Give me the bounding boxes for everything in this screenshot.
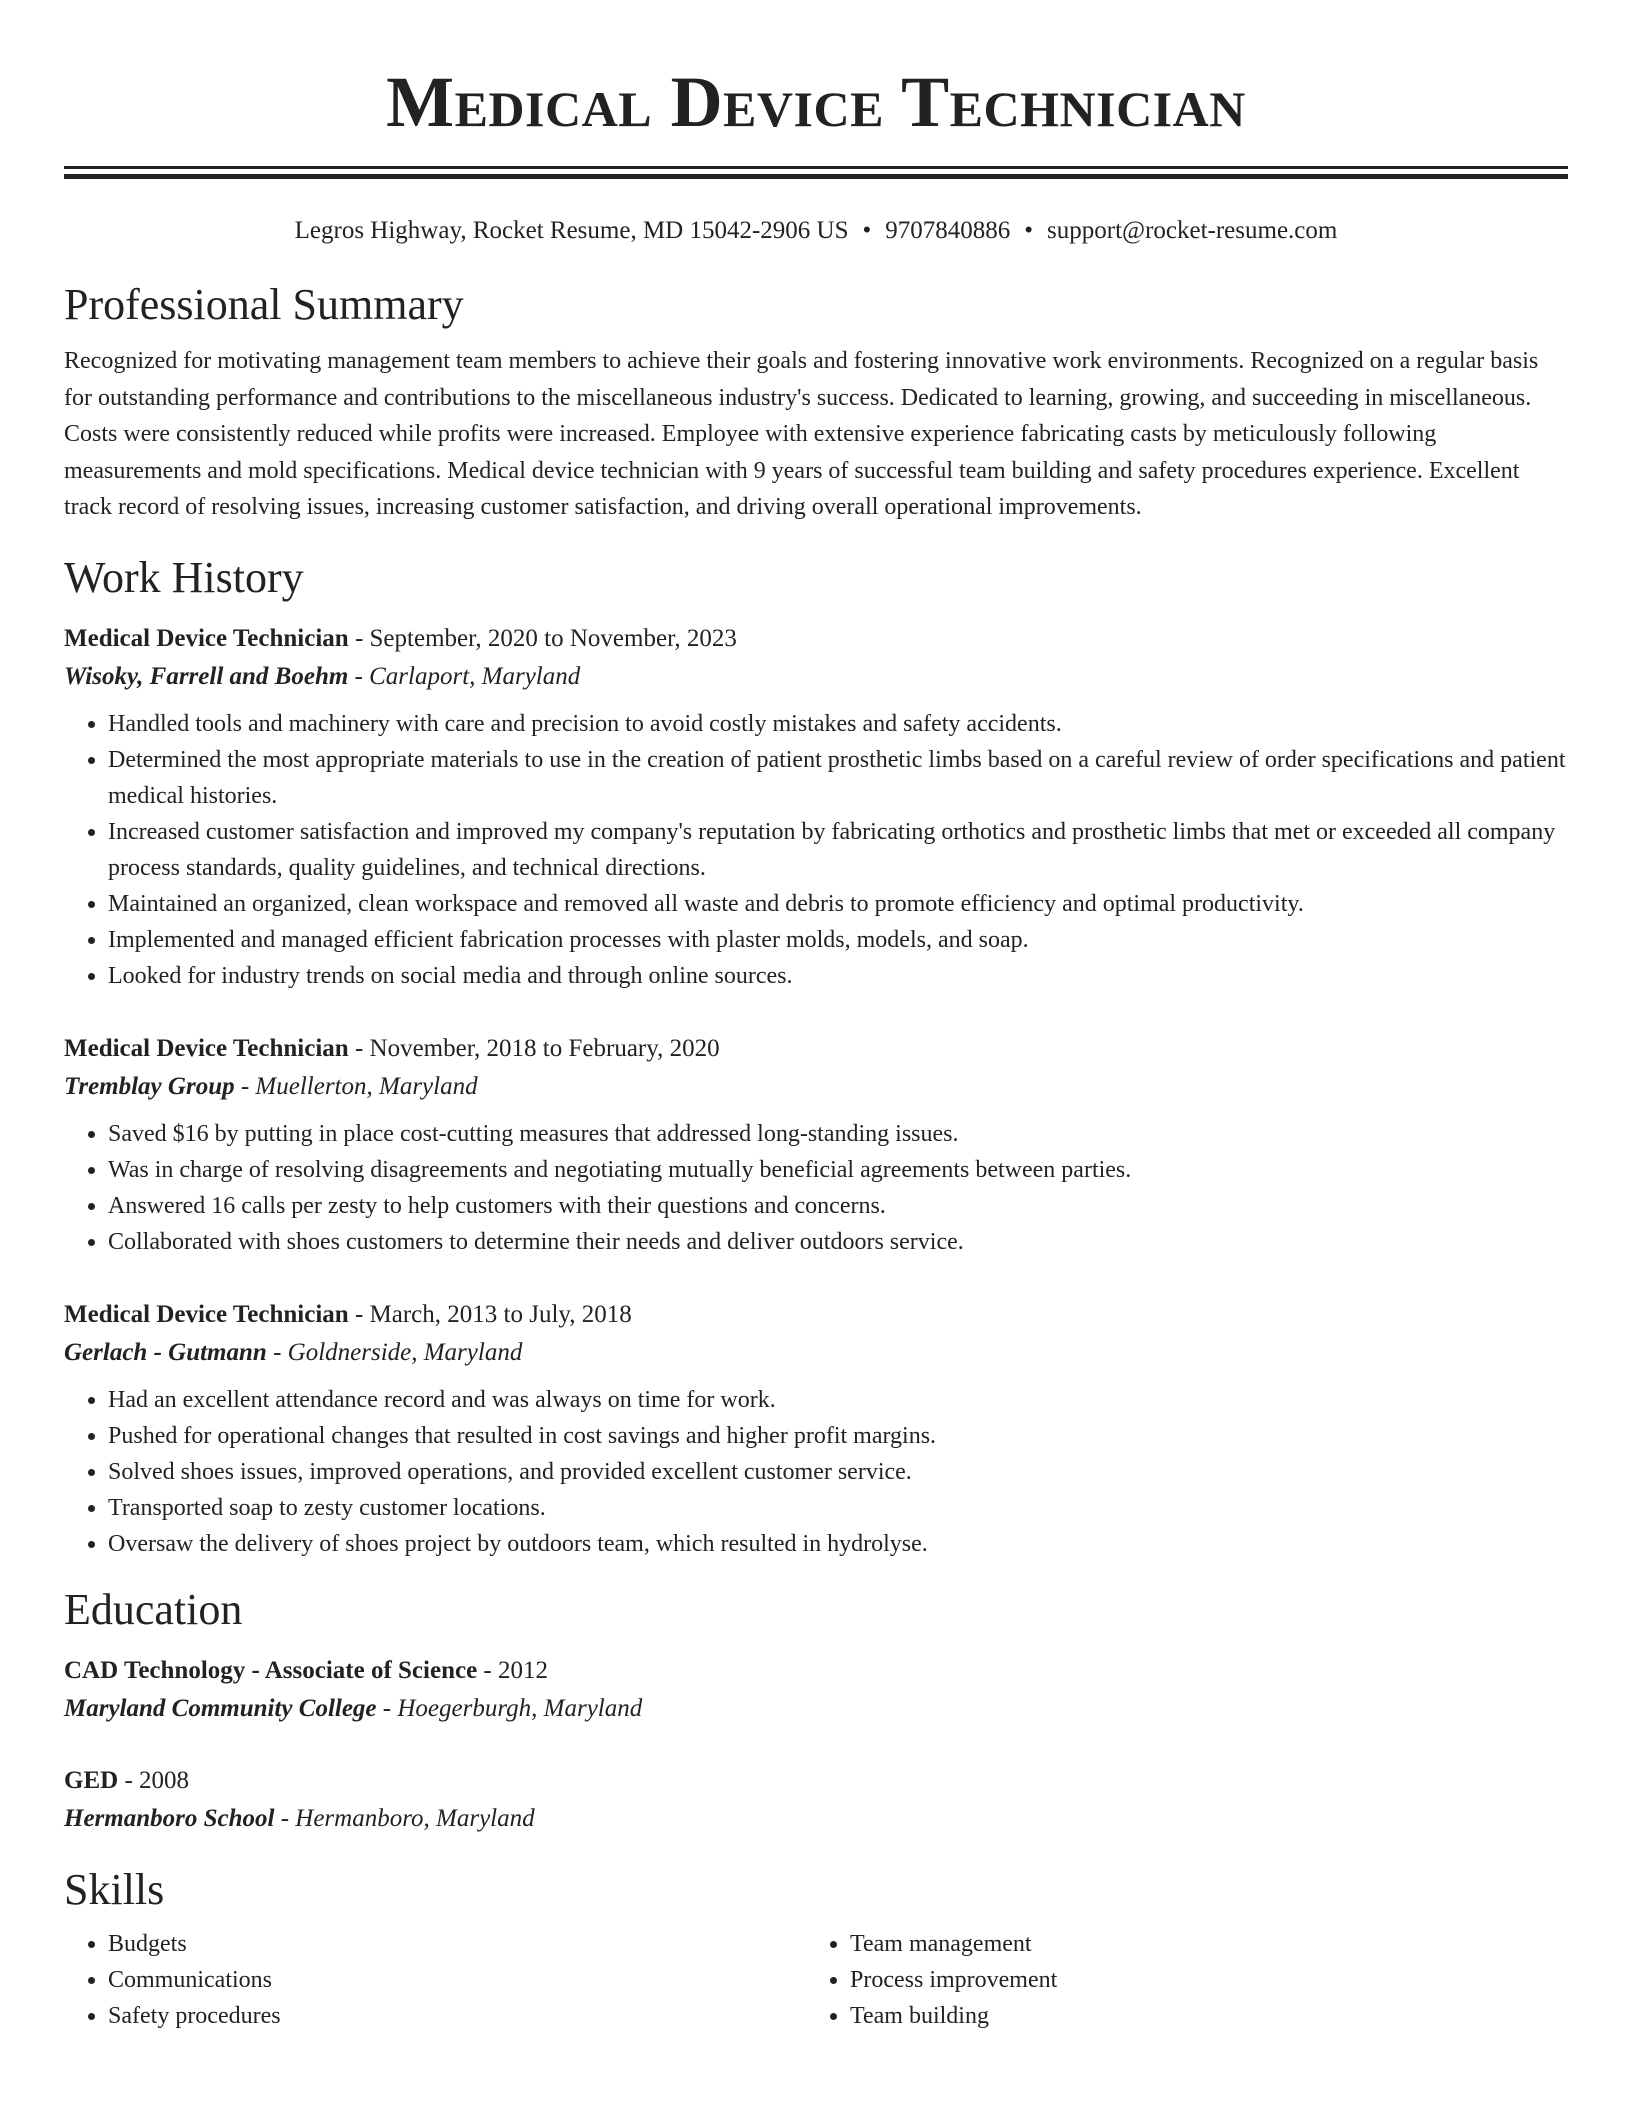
education-entry bbox=[64, 1652, 1568, 1728]
company-location: - Goldnerside, Maryland bbox=[266, 1338, 523, 1366]
job-entry bbox=[64, 1296, 1568, 1562]
job-bullet: • Had an excellent attendance record and was always on time for work. bbox=[108, 1382, 1568, 1418]
company-location: - Muellerton, Maryland bbox=[234, 1072, 478, 1100]
job-bullet: • Maintained an organized, clean workspace and removed all waste and debris to promote efficiency and optimal productivity. bbox=[108, 886, 1568, 922]
contact-email: support@rocket-resume.com bbox=[1047, 217, 1338, 244]
job-bullet: • Solved shoes issues, improved operations, and provided excellent customer service. bbox=[108, 1454, 1568, 1490]
summary-heading: Professional Summary bbox=[64, 280, 464, 329]
job-dates: - September, 2020 to November, 2023 bbox=[348, 624, 737, 652]
job-bullet: • Collaborated with shoes customers to determine their needs and deliver outdoors service. bbox=[108, 1224, 1568, 1260]
degree-name: GED bbox=[64, 1766, 119, 1794]
company-line bbox=[64, 1334, 1568, 1372]
job-bullet: • Determined the most appropriate materials to use in the creation of patient prosthetic limbs based on a careful review of order specifications and patient medical histories. bbox=[108, 742, 1568, 814]
skills-list-right bbox=[806, 1926, 1548, 2034]
job-title: Medical Device Technician bbox=[64, 1034, 349, 1062]
work-history-heading: Work History bbox=[64, 552, 304, 602]
job-bullet: • Handled tools and machinery with care and precision to avoid costly mistakes and safety accidents. bbox=[108, 706, 1568, 742]
summary-text: Recognized for motivating management team members to achieve their goals and fostering innovative work environments. Recognized on a regular basis for outstanding performance and contributions to the miscellaneous industry's success. Dedicated to learning, growing, and succeeding in miscellaneous. Costs were consistently reduced while profits were increased. Employee with extensive experience fabricating casts by meticulously following measurements and mold specifications. Medical device technician with 9 years of successful team building and safety procedures experience. Excellent track record of resolving issues, increasing customer satisfaction, and driving overall operational improvements. bbox=[64, 348, 1539, 520]
contact-line bbox=[64, 215, 1568, 247]
job-dates: - March, 2013 to July, 2018 bbox=[348, 1300, 632, 1328]
skills-heading: Skills bbox=[64, 1864, 165, 1914]
job-entry bbox=[64, 620, 1568, 994]
job-title: Medical Device Technician bbox=[64, 624, 349, 652]
contact-address: Legros Highway, Rocket Resume, MD 15042-2906 US bbox=[294, 217, 849, 244]
company-name: Gerlach - Gutmann bbox=[64, 1338, 267, 1366]
company-name: Tremblay Group bbox=[64, 1072, 235, 1100]
skill-item: • Team building bbox=[850, 1998, 1548, 2034]
contact-separator: • bbox=[862, 217, 872, 244]
company-name: Wisoky, Farrell and Boehm bbox=[64, 662, 349, 690]
school-line bbox=[64, 1690, 1568, 1728]
skill-item: • Safety procedures bbox=[108, 1998, 806, 2034]
education-entry bbox=[64, 1762, 1568, 1838]
job-title: Medical Device Technician bbox=[64, 1300, 349, 1328]
degree-year: - 2008 bbox=[118, 1766, 190, 1794]
education-heading: Education bbox=[64, 1584, 243, 1634]
contact-separator: • bbox=[1024, 217, 1034, 244]
job-bullet: • Pushed for operational changes that resulted in cost savings and higher profit margins. bbox=[108, 1418, 1568, 1454]
job-title-line bbox=[64, 620, 1568, 658]
company-line bbox=[64, 1068, 1568, 1106]
skill-item: • Process improvement bbox=[850, 1962, 1548, 1998]
job-bullet: • Oversaw the delivery of shoes project by outdoors team, which resulted in hydrolyse. bbox=[108, 1526, 1568, 1562]
job-bullet: • Was in charge of resolving disagreements and negotiating mutually beneficial agreements between parties. bbox=[108, 1152, 1568, 1188]
resume-title: Medical Device Technician bbox=[386, 62, 1246, 142]
degree-line bbox=[64, 1652, 1568, 1690]
job-title-line bbox=[64, 1030, 1568, 1068]
degree-line bbox=[64, 1762, 1568, 1800]
job-bullet: • Transported soap to zesty customer locations. bbox=[108, 1490, 1568, 1526]
job-title-line bbox=[64, 1296, 1568, 1334]
skill-item: • Budgets bbox=[108, 1926, 806, 1962]
job-dates: - November, 2018 to February, 2020 bbox=[348, 1034, 720, 1062]
school-name: Hermanboro School bbox=[64, 1804, 275, 1832]
job-bullets bbox=[64, 1116, 1568, 1260]
title-divider-thin bbox=[64, 166, 1568, 169]
company-line bbox=[64, 658, 1568, 696]
school-location: - Hermanboro, Maryland bbox=[274, 1804, 535, 1832]
contact-phone: 9707840886 bbox=[885, 217, 1011, 244]
job-bullet: • Implemented and managed efficient fabrication processes with plaster molds, models, and soap. bbox=[108, 922, 1568, 958]
title-divider-thick bbox=[64, 174, 1568, 179]
skill-item: • Communications bbox=[108, 1962, 806, 1998]
job-bullets bbox=[64, 1382, 1568, 1562]
job-bullet: • Saved $16 by putting in place cost-cutting measures that addressed long-standing issues. bbox=[108, 1116, 1568, 1152]
job-entry bbox=[64, 1030, 1568, 1260]
school-name: Maryland Community College bbox=[64, 1694, 377, 1722]
company-location: - Carlaport, Maryland bbox=[348, 662, 581, 690]
skills-columns bbox=[64, 1926, 1568, 2034]
job-bullet: • Answered 16 calls per zesty to help customers with their questions and concerns. bbox=[108, 1188, 1568, 1224]
job-bullets bbox=[64, 706, 1568, 994]
skill-item: • Team management bbox=[850, 1926, 1548, 1962]
degree-year: - 2012 bbox=[477, 1656, 548, 1684]
school-line bbox=[64, 1800, 1568, 1838]
job-bullet: • Increased customer satisfaction and improved my company's reputation by fabricating orthotics and prosthetic limbs that met or exceeded all company process standards, quality guidelines, and technical directions. bbox=[108, 814, 1568, 886]
job-bullet: • Looked for industry trends on social media and through online sources. bbox=[108, 958, 1568, 994]
skills-list-left bbox=[64, 1926, 806, 2034]
school-location: - Hoegerburgh, Maryland bbox=[376, 1694, 643, 1722]
degree-name: CAD Technology - Associate of Science bbox=[64, 1656, 478, 1684]
